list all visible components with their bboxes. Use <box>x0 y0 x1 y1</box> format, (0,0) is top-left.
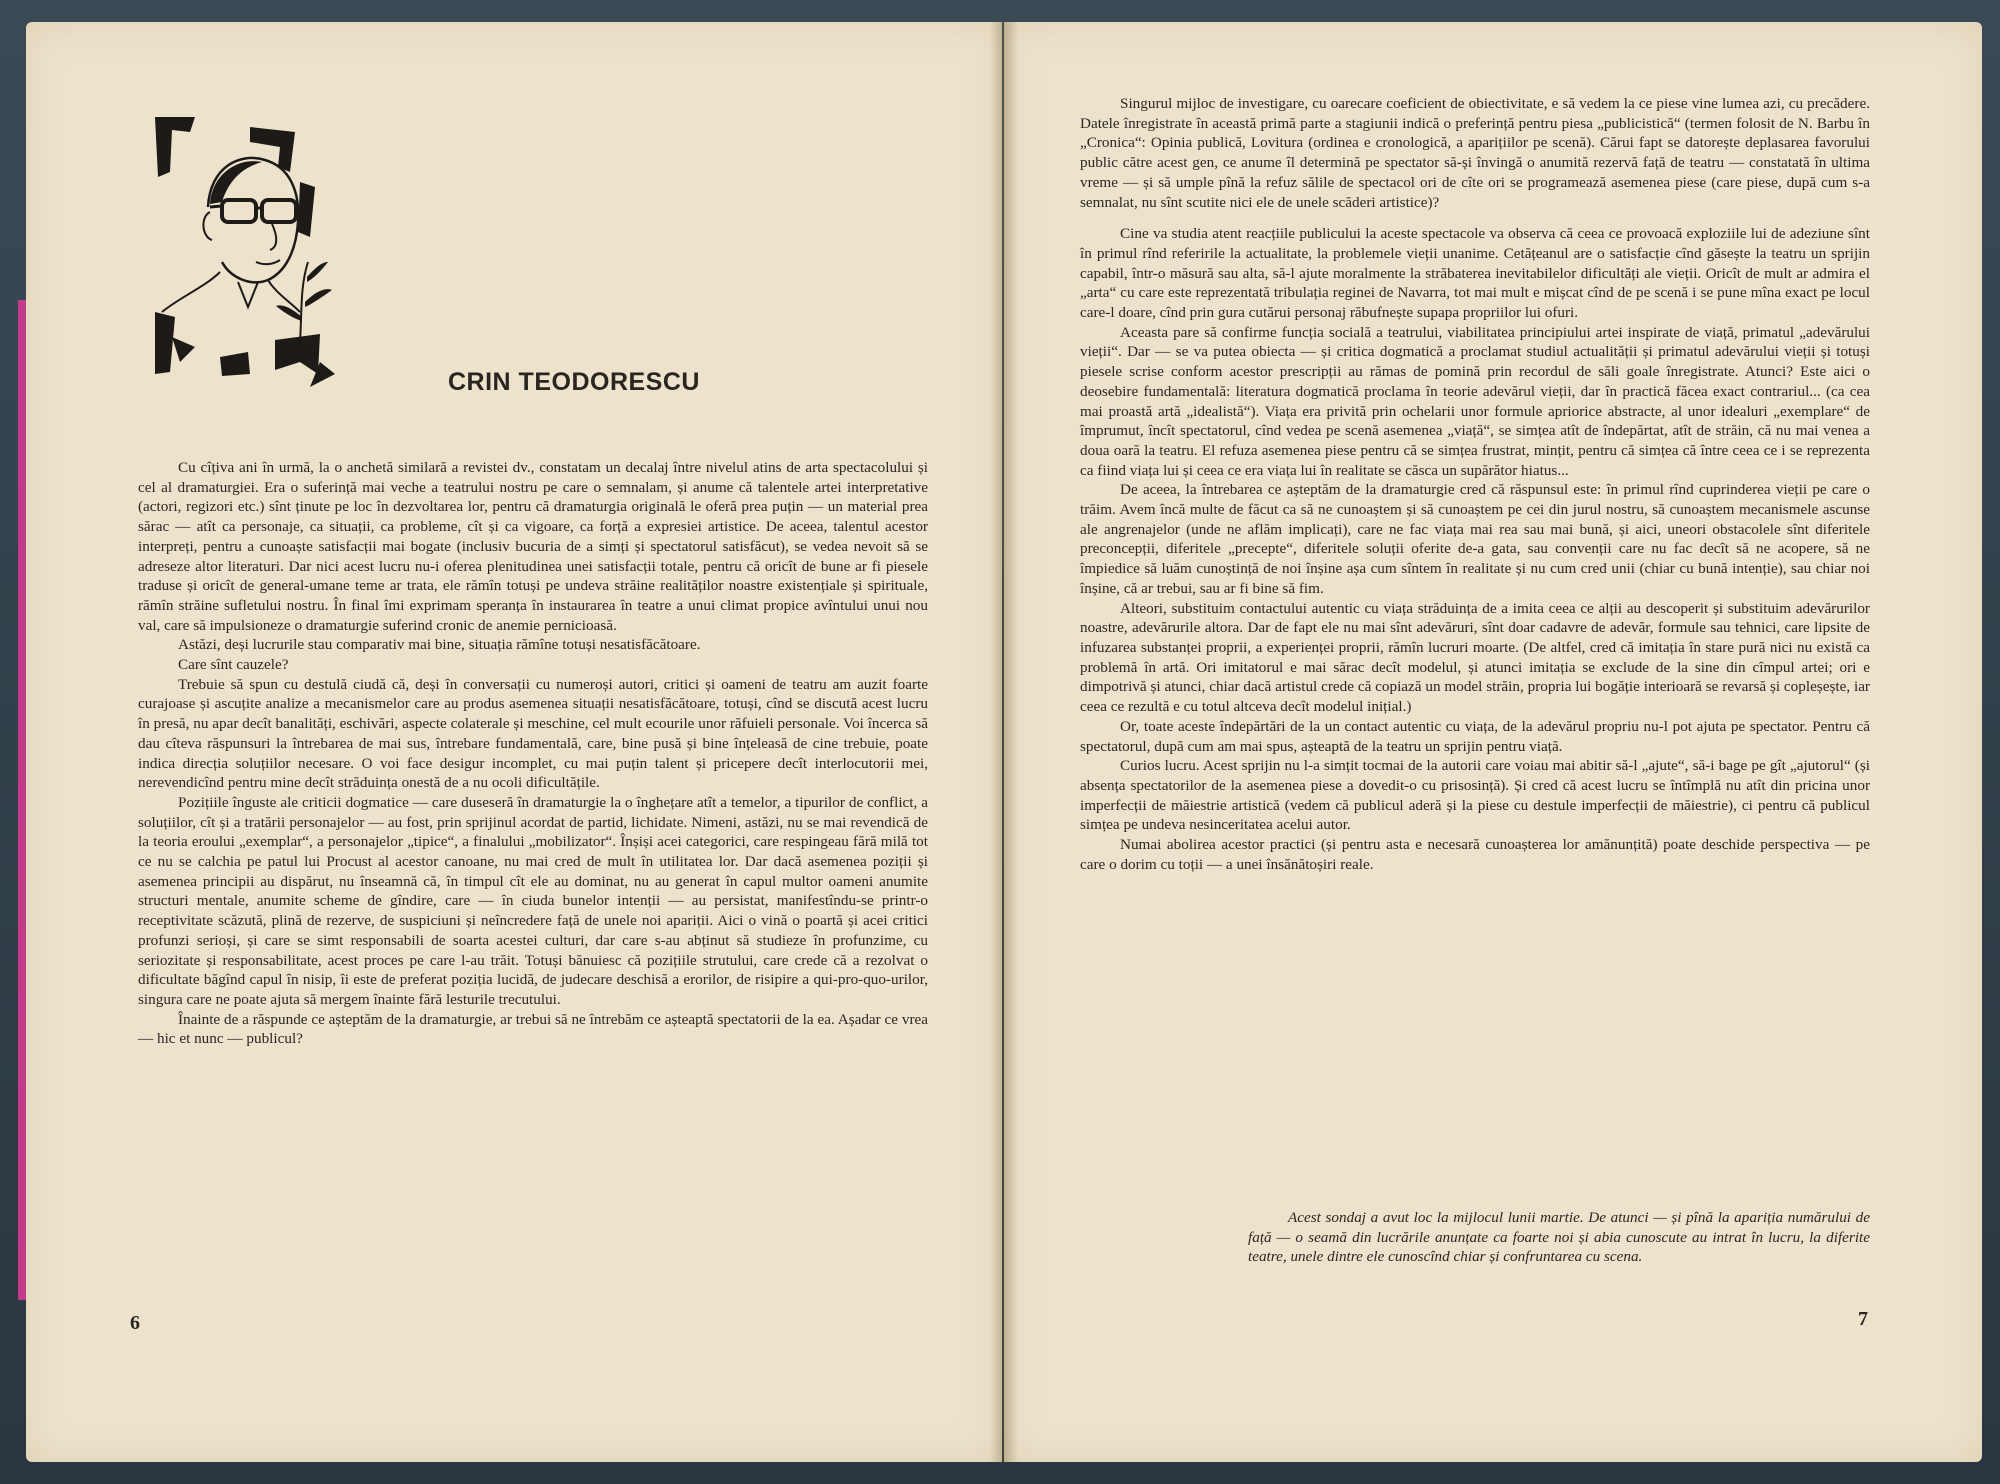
author-name-heading: CRIN TEODORESCU <box>448 368 700 396</box>
paragraph: Cu cîțiva ani în urmă, la o anchetă similară a revistei dv., constatam un decalaj între nivelul atins de arta spectacolului și cel al dramaturgiei. Era o suferință mai veche a teatrului nostru pe care o semnalam, și anume că talentele artei interpretative (actori, regizori etc.) sînt ținute pe loc în dezvoltarea lor, pentru că dramaturgia originală le oferă prea puțin — un material prea sărac — atît ca personaje, ca situații, ca probleme, cît și ca vigoare, ca forță a expresiei artistice. De aceea, talentul acestor interpreți, pentru a cunoaște satisfacții mai bogate (inclusiv bucuria de a simți și spectatorul satisfăcut), se vedea nevoit să se adreseze altor literaturi. Dar nici acest lucru nu-i oferea plenitudinea unei satisfacții totale, pentru că oricît de bune ar fi piesele traduse și oricît de general-umane teme ar trata, ele rămîn totuși pe undeva străine realităților noastre existențiale și spirituale, rămîn străine sufletului nostru. În final îmi exprimam speranța în instaurarea în teatre a unui climat propice avîntului unui nou val, care să impulsioneze o dramaturgie suferind cronic de anemie pernicioasă. <box>138 459 928 634</box>
paragraph: Astăzi, deși lucrurile stau comparativ mai bine, situația rămîne totuși nesatisfăcătoare. <box>178 636 701 654</box>
editorial-note <box>1248 1208 1870 1267</box>
author-portrait-illustration <box>150 112 360 392</box>
paragraph: Aceasta pare să confirme funcția socială a teatrului, viabilitatea principiului artei inspirate de viață, primatul „adevărului vieții“. Dar — se va putea obiecta — și critica dogmatică a proclamat studiul actualității și primatul adevărului vieții și totuși piesele scrise conform acestor prescripții au rămas de pomină prin recordul de săli goale înregistrate. Atunci? Este aici o deosebire fundamentală: literatura dogmatică proclama în teorie adevărul vieții, dar în practică făcea exact contrariul... (ca cea mai proastă artă „idealistă“). Viața era privită prin ochelarii unor formule apriorice abstracte, al unor idealuri „exemplare“ de împrumut, încît spectatorul, cînd vedea pe scenă asemenea „viață“, se simțea atît de îndepărtat, atît de străin, că nu mai venea a doua oară la teatru. El refuza asemenea piese pentru că se simțea frustrat, mințit, pentru că simțea că între ceea ce i se reprezenta ca fiind viața lui și ceea ce era viața lui în realitate se căsca un supărător hiatus... <box>1080 323 1870 479</box>
note-text: Acest sondaj a avut loc la mijlocul lunii martie. De atunci — și pînă la apariția numărului de față — o seamă din lucrările anunțate ca foarte noi și abia cunoscute au intrat în lucru, la diferite teatre, unele dintre ele cunoscînd chiar și confruntarea cu scena. <box>1248 1209 1870 1266</box>
page-number-left: 6 <box>130 1312 140 1334</box>
paragraph: Care sînt cauzele? <box>178 656 289 674</box>
paragraph: Pozițiile înguste ale criticii dogmatice — care duseseră în dramaturgie la o înghețare atît a temelor, a tipurilor de conflict, a soluțiilor, cît și a tratării personajelor — au fost, prin sprijinul acordat de partid, lichidate. Nimeni, astăzi, nu se mai revendică de la teoria eroului „exemplar“, a personajelor „tipice“, a finalului „mobilizator“. Înșiși acei categorici, care respingeau fără milă tot ce nu se calchia pe patul lui Procust al acestor canoane, nu mai cred de mult în utilitatea lor. Dar dacă asemenea poziții și asemenea principii au dispărut, nu înseamnă că, în timpul cît ele au dominat, nu au generat în capul multor oameni anumite structuri mentale, anumite scheme de gîndire, care — în ciuda bunelor intenții — au persistat, manifestîndu-se printr-o receptivitate scăzută, plină de rezerve, de suspiciuni și neîncredere față de unele noi apariții. Aici o vină o poartă și acei critici profunzi serioși, și care se simt responsabili de soarta acestei culturi, dar care s-au abținut să studieze în profunzime, cu seriozitate și responsabilitate, acest proces pe care l-au trăit. Totuși bănuiesc că pozițiile strutului, care crede că a rezolvat o dificultate băgînd capul în nisip, îi este de preferat poziția lucidă, de judecare deschisă a erorilor, de risipire a qui-pro-quo-urilor, singura care ne poate ajuta să mergem înainte fără lesturile trecutului. <box>138 793 928 1008</box>
paragraph: Înainte de a răspunde ce așteptăm de la dramaturgie, ar trebui să ne întrebăm ce așteaptă spectatorii de la ea. Așadar ce vrea — hic et nunc — publicul? <box>138 1010 928 1048</box>
paragraph: Alteori, substituim contactului autentic cu viața străduința de a imita ceea ce alții au descoperit și substituim adevărurilor noastre, adevărurile altora. Dar de fapt ele nu mai sînt adevăruri, sînt doar cadavre de adevăr, formule sau tehnici, care lipsite de infuzarea substanței proprii, a experienței proprii, rămîn lucruri moarte. (De altfel, cred că imitația în stare pură nici nu există ca problemă în artă. Ori imitatorul e mai sărac decît modelul, și atunci imitația se exclude de la sine din cîmpul artei; ori e dimpotrivă și atunci, chiar dacă artistul crede că copiază un model străin, propria lui bogăție interioară se revarsă și copleșește, iar ceea ce rezultă e cu totul altceva decît modelul inițial.) <box>1080 599 1870 716</box>
paragraph: Curios lucru. Acest sprijin nu l-a simțit tocmai de la autorii care voiau mai abitir să-l „ajute“, să-i bage pe gît „ajutorul“ (și absența spectatorilor de la asemenea piese a dovedit-o cu prisosință). Și cred că acest lucru se întîmplă nu atît din pricina unor imperfecții de măiestrie artistică (vedem că publicul aderă și la piese cu destule imperfecții de măiestrie), ci pentru că publicul simțea pe undeva nesinceritatea acelui autor. <box>1080 757 1870 834</box>
right-page-text-column <box>1080 94 1870 874</box>
paragraph: De aceea, la întrebarea ce așteptăm de la dramaturgie cred că răspunsul este: în primul rînd cuprinderea vieții pe care o trăim. Avem încă multe de făcut ca să ne cunoaștem și să cunoaștem pe cei din jurul nostru, să cunoaștem mecanismele ascunse ale angrenajelor (unde ne aflăm implicați), care ne fac viața mai rea sau mai bună, și aici, uneori obstacolele sînt diferitele preconcepții, diferitele „precepte“, diferitele soluții oferite de-a gata, sau convenții care nu fac decît să ne acopere, să ne împiedice să luăm cunoștință de noi înșine așa cum sîntem în realitate și nu cum cred unii (chiar cu bună intenție), sau chiar noi înșine, că ar trebui, sau ar fi bine să fim. <box>1080 481 1870 597</box>
paragraph: Cine va studia atent reacțiile publicului la aceste spectacole va observa că ceea ce provoacă exploziile lui de adeziune sînt în primul rînd referirile la actualitate, la problemele vieții unanime. Cetățeanul are o satisfacție cînd găsește la teatru un sprijin capabil, într-o măsură sau alta, să-l ajute moralmente la străbaterea inevitabilelor dificultăți ale vieții. Oricît de mult ar admira el „arta“ cu care este reprezentată tribulația reginei de Navarra, tot mai mult e mișcat cînd de pe scenă i se pune mîna exact pe locul care-l doare, cînd prin gura cutărui personaj răbufnește supapa propriilor lui ofuri. <box>1080 225 1870 322</box>
page-number-right: 7 <box>1858 1308 1868 1330</box>
paragraph: Numai abolirea acestor practici (și pentru asta e necesară cunoașterea lor amănunțită) poate deschide perspectiva — pe care o dorim cu toții — a unei însănătoșiri reale. <box>1080 836 1870 873</box>
book-gutter <box>990 22 1018 1462</box>
left-page-text-column <box>138 458 928 1049</box>
paragraph: Singurul mijloc de investigare, cu oarecare coeficient de obiectivitate, e să vedem la ce piese vine lumea azi, cu precădere. Datele înregistrate în această primă parte a stagiunii indică o preferință pentru piesa „publicistică“ (termen folosit de N. Barbu în „Cronica“: Opinia publică, Lovitura (ordinea e cronologică, a aparițiilor pe scenă). Cărui fapt se datorește deplasarea favorului public către acest gen, ce anume îl determină pe spectator să-și învingă o anumită rezervă față de teatru — constatată în ultima vreme — și să umple pînă la refuz sălile de spectacol ori de cîte ori se programează asemenea piese (care piese, după cum s-a semnalat, nu sînt scutite nici ele de unele scăderi artistice)? <box>1080 95 1870 211</box>
paragraph: Trebuie să spun cu destulă ciudă că, deși în conversații cu numeroși autori, critici și oameni de teatru am auzit foarte curajoase și ascuțite analize a mecanismelor care au produs asemenea situații nesatisfăcătoare, totuși, cînd se discută acest lucru în presă, nu apar decît banalități, eschivări, aspecte colaterale și meschine, cel mult ecourile unor răfuieli personale. Voi încerca să dau cîteva răspunsuri la întrebarea de mai sus, întrebare fundamentală, care, bine pusă și bine înțeleasă de cine trebuie, poate indica direcția soluțiilor necesare. O voi face desigur incomplet, cu mai puțin talent și pricepere decît interlocutorii mei, nerevendicînd pentru mine decît străduința onestă de a nu ocoli dificultățile. <box>138 675 928 792</box>
paragraph: Or, toate aceste îndepărtări de la un contact autentic cu viața, de la adevărul propriu nu-l pot ajuta pe spectator. Pentru că spectatorul, după cum am mai spus, așteaptă de la teatru un sprijin pentru viață. <box>1080 717 1870 755</box>
